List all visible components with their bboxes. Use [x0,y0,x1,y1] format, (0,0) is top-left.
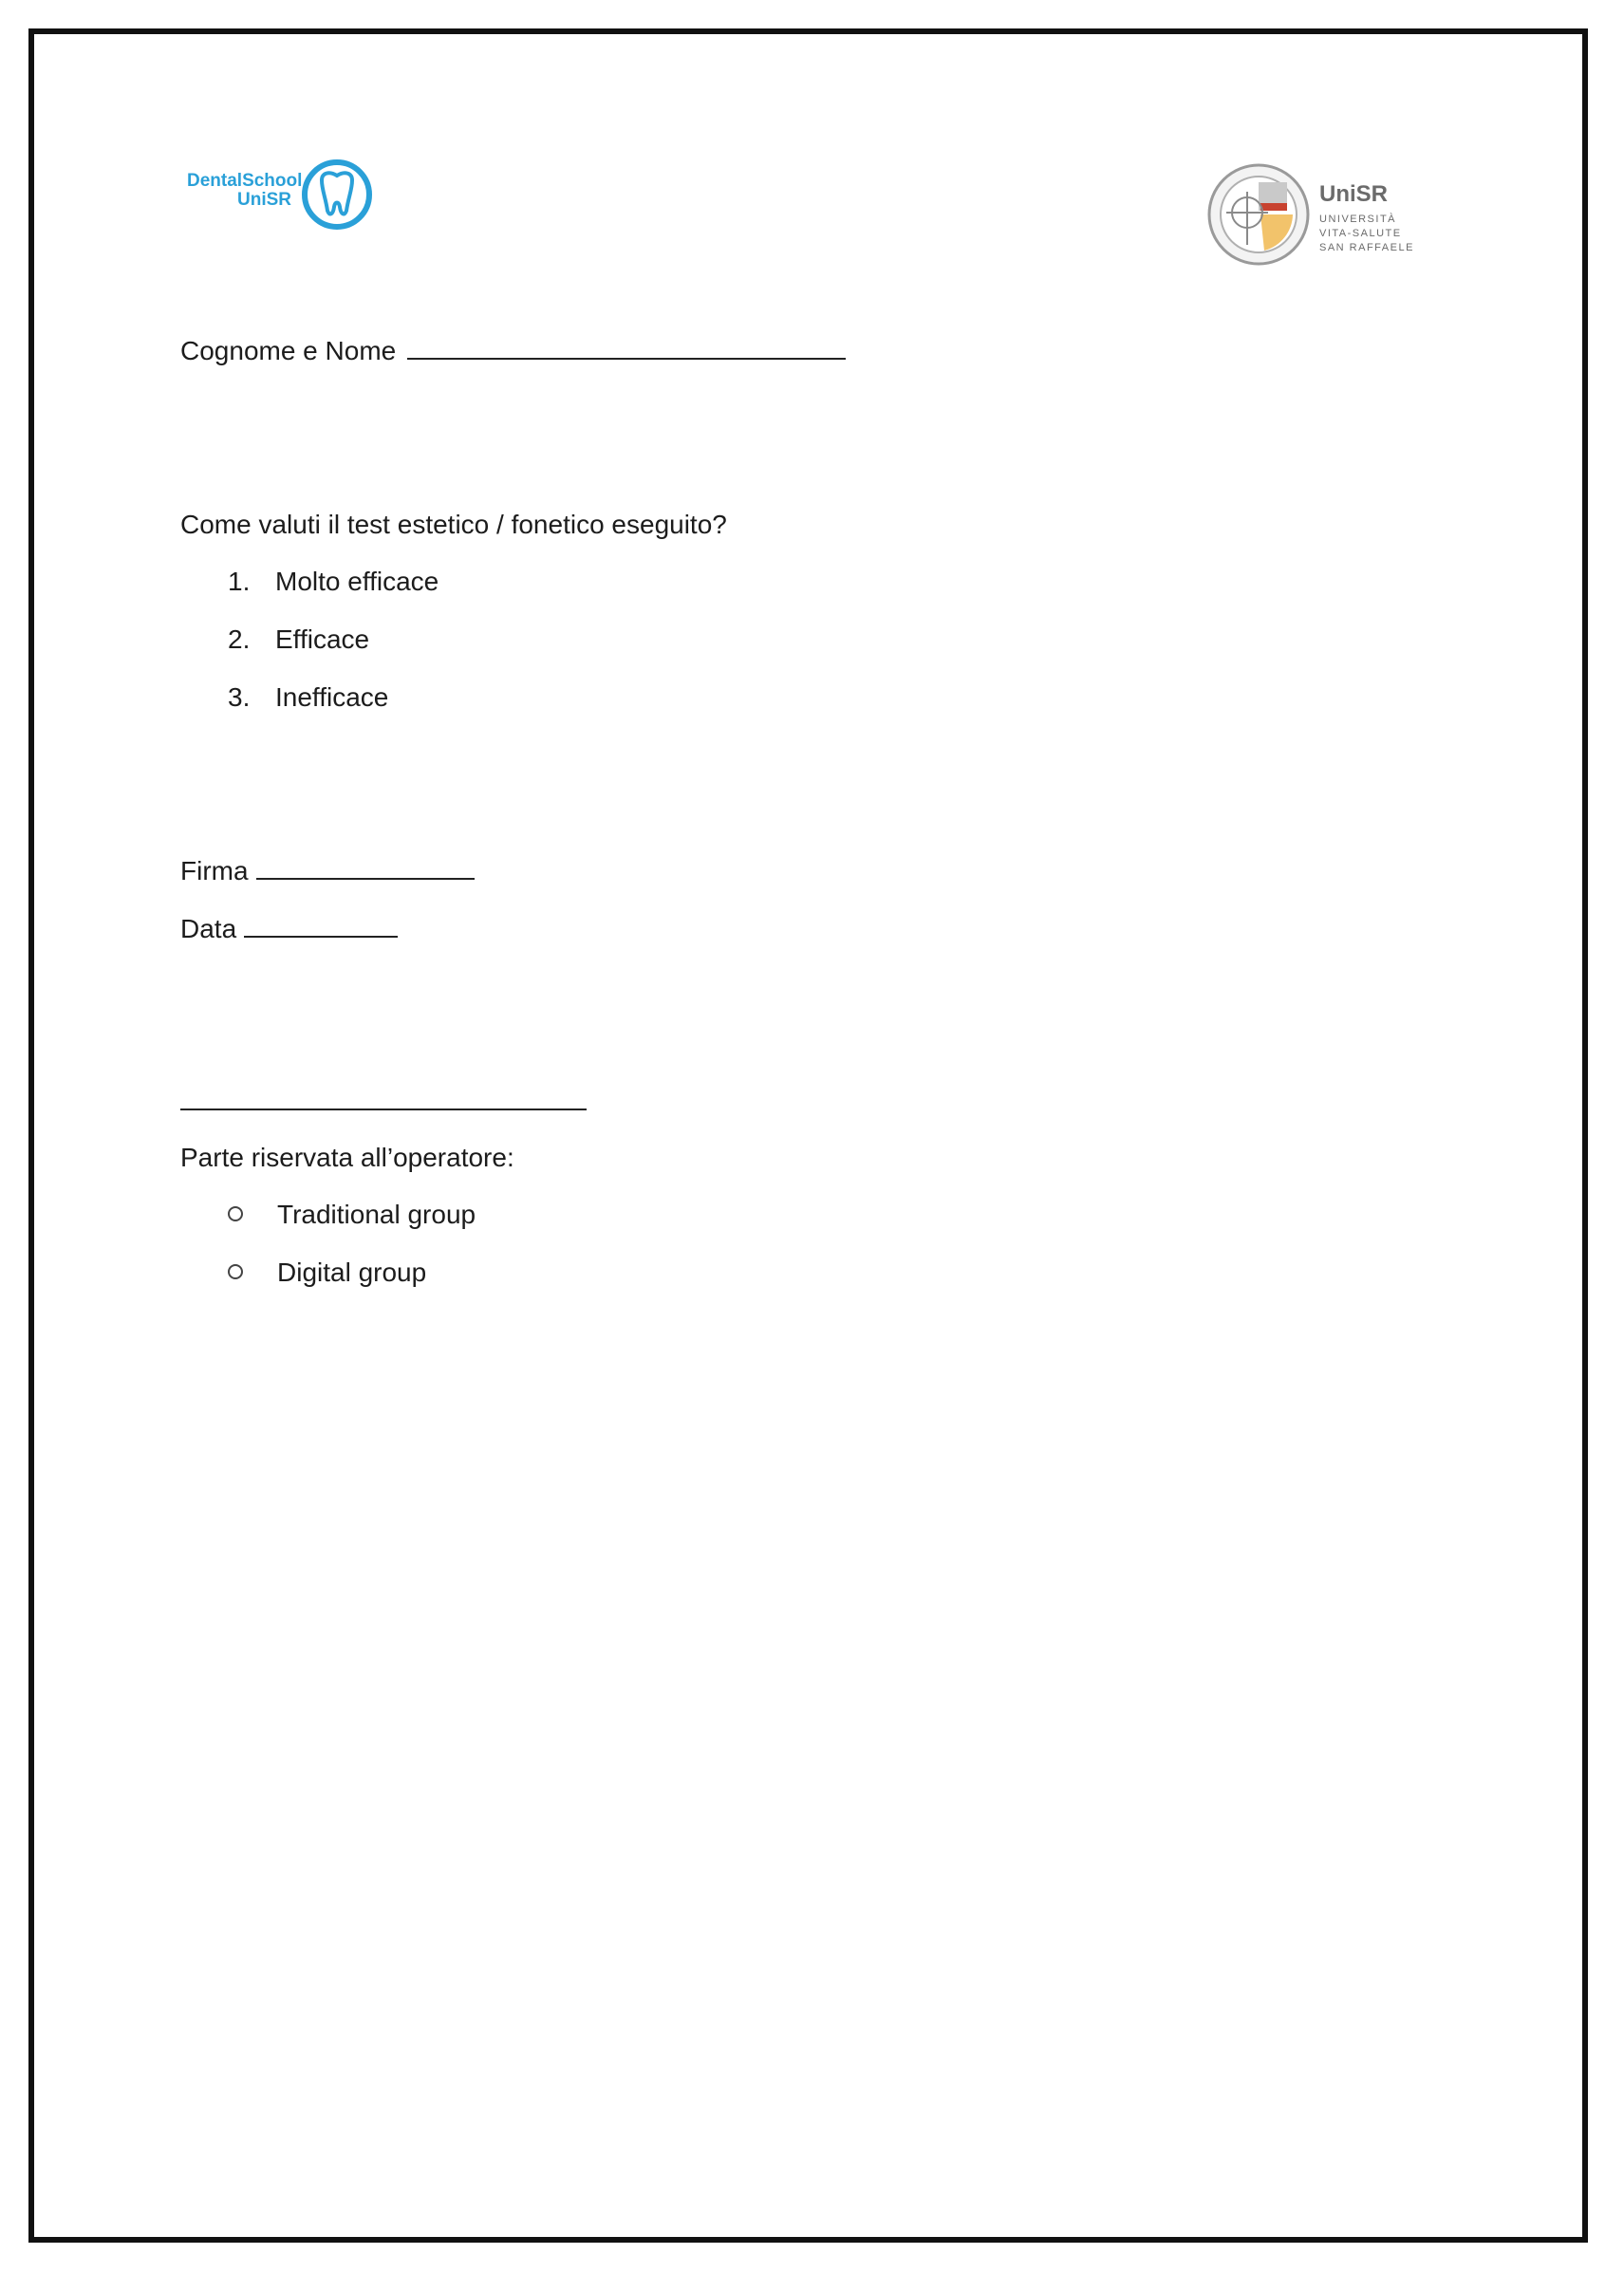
unisr-logo-sub-1: UNIVERSITÀ [1319,214,1397,225]
option-item[interactable] [228,626,369,653]
tooth-icon [305,162,369,227]
option-number: 3. [228,682,251,712]
unisr-logo-sub-2: VITA-SALUTE [1319,228,1402,239]
dental-school-logo-text-2: UniSR [237,190,291,210]
dental-school-logo [185,152,375,237]
date-label: Data [180,914,237,943]
option-number: 2. [228,624,251,654]
operator-section-label: Parte riservata all’operatore: [180,1143,514,1172]
university-seal-icon [1209,165,1308,264]
unisr-logo-name: UniSR [1319,181,1388,207]
name-row [180,338,846,364]
group-label: Traditional group [277,1200,476,1229]
option-item[interactable] [228,568,439,595]
group-option[interactable] [228,1259,426,1286]
radio-circle-icon[interactable] [228,1264,243,1279]
question-text: Come valuti il test estetico / fonetico eseguito? [180,510,727,539]
signature-input-line[interactable] [256,878,475,880]
section-divider [180,1109,587,1110]
option-item[interactable] [228,684,388,711]
unisr-logo [1207,163,1416,268]
date-row [180,916,398,942]
date-input-line[interactable] [244,936,398,938]
option-label: Efficace [275,624,370,654]
name-label: Cognome e Nome [180,336,397,365]
option-number: 1. [228,567,251,596]
option-label: Inefficace [275,682,389,712]
option-label: Molto efficace [275,567,439,596]
group-label: Digital group [277,1258,427,1287]
signature-label: Firma [180,856,249,885]
group-option[interactable] [228,1202,476,1228]
radio-circle-icon[interactable] [228,1206,243,1221]
name-input-line[interactable] [407,358,846,360]
dental-school-logo-text-1: DentalSchool [187,171,303,191]
signature-row [180,858,475,885]
unisr-logo-sub-3: SAN RAFFAELE [1319,242,1414,253]
